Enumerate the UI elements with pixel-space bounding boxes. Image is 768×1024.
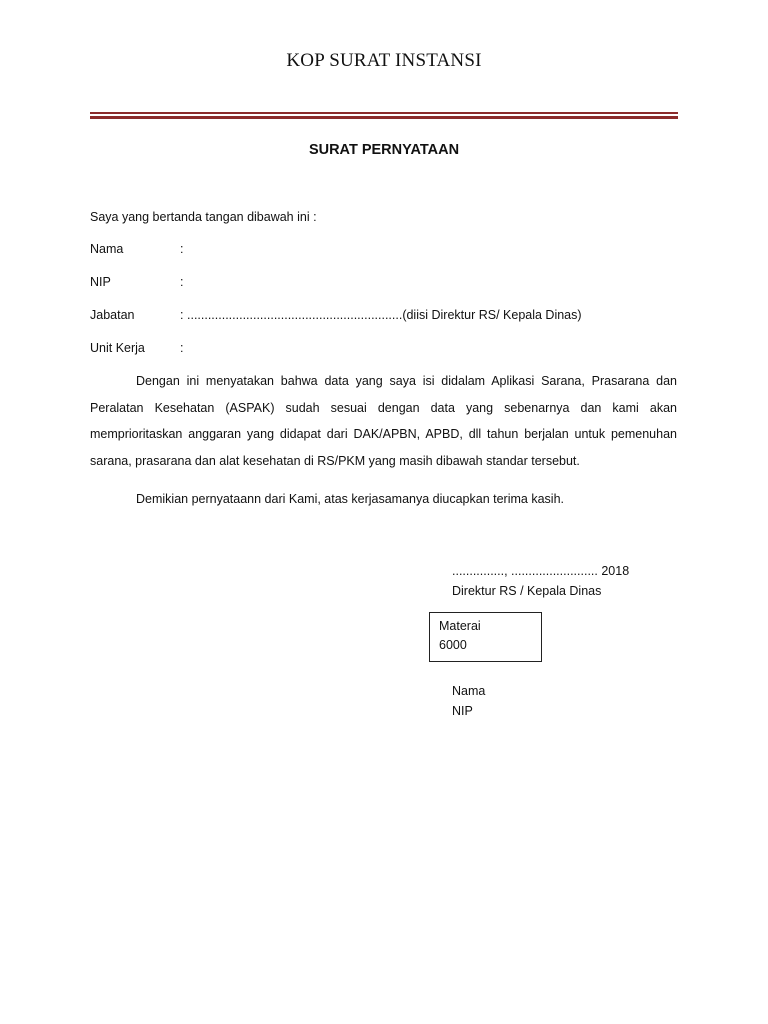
field-colon: : <box>180 341 184 355</box>
statement-paragraph <box>90 368 677 474</box>
field-label: Jabatan <box>90 308 135 322</box>
field-colon: : <box>180 308 184 322</box>
letterhead-title: KOP SURAT INSTANSI <box>286 50 482 71</box>
field-label: Nama <box>90 242 124 256</box>
signature-role: Direktur RS / Kepala Dinas <box>452 584 602 598</box>
field-value: ..............................................................(diisi Direktur RS/ Kepala Dinas) <box>187 308 582 322</box>
closing-text: Demikian pernyataann dari Kami, atas kerjasamanya diucapkan terima kasih. <box>136 492 564 506</box>
signature-name-label: Nama <box>452 684 486 698</box>
document-title: SURAT PERNYATAAN <box>308 142 460 158</box>
field-label: Unit Kerja <box>90 341 145 355</box>
materai-label: Materai <box>439 619 481 633</box>
field-label: NIP <box>90 275 111 289</box>
field-colon: : <box>180 275 184 289</box>
materai-value: 6000 <box>439 638 467 652</box>
intro-text: Saya yang bertanda tangan dibawah ini : <box>90 210 317 224</box>
materai-stamp-box <box>429 612 542 662</box>
letterhead-rule-thin <box>90 112 678 114</box>
field-colon: : <box>180 242 184 256</box>
letterhead-rule-thick <box>90 116 678 119</box>
signature-nip-label: NIP <box>452 704 473 718</box>
signature-place-date: ..............., ......................... 2018 <box>452 564 630 578</box>
statement-text: Dengan ini menyatakan bahwa data yang saya isi didalam Aplikasi Sarana, Prasarana dan Peralatan Kesehatan (ASPAK) sudah sesuai dengan data yang sebenarnya dan kami akan memprioritaskan anggaran yang didapat dari DAK/APBN, APBD, dll tahun berjalan untuk pemenuhan sarana, prasarana dan alat kesehatan di RS/PKM yang masih dibawah standar tersebut. <box>90 374 677 468</box>
